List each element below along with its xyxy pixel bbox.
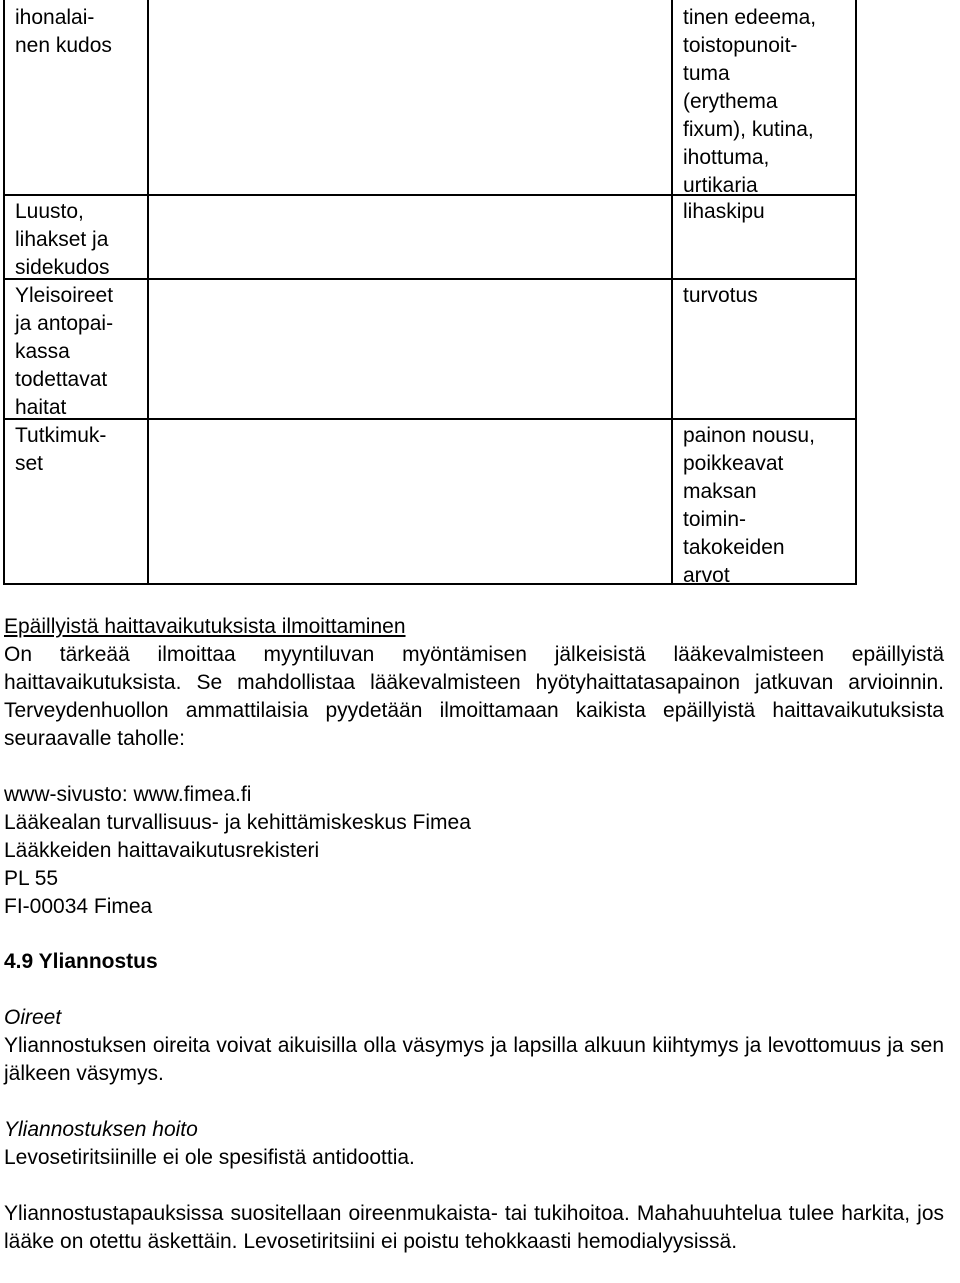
reporting-paragraph: On tärkeää ilmoittaa myyntiluvan myöntämisen jälkeisistä lääkevalmisteen epäillyistä haittavaikutuksista. Se mahdollistaa lääkevalmisteen hyötyhaittatasapainon jatkuvan arvioinnin. Terveydenhuollon ammattilaisia pyydetään ilmoittamaan kaikista epäillyistä haittavaikutuksista seuraavalle taholle: [4,643,944,750]
table-column-empty [147,0,671,585]
table-cell-effect: turvotus [683,284,758,307]
website-line: www-sivusto: www.fimea.fi [4,783,252,806]
table-cell-organ: Tutkimuk- set [15,424,107,475]
treatment-title: Yliannostuksen hoito [4,1118,198,1141]
document-body [4,613,944,1256]
table-cell-organ: Luusto, lihakset ja sidekudos [15,200,110,279]
table-cell-organ: ihonalai- nen kudos [15,6,112,57]
address-line: Lääkkeiden haittavaikutusrekisteri [4,839,320,862]
table-cell-effect: painon nousu, poikkeavat maksan toimin- takokeiden arvot [683,424,815,587]
symptoms-text: Yliannostuksen oireita voivat aikuisilla olla väsymys ja lapsilla alkuun kiihtymys ja levottomuus ja sen jälkeen väsymys. [4,1034,944,1085]
address-line: FI-00034 Fimea [4,895,153,918]
table-cell-effect: lihaskipu [683,200,765,223]
symptoms-title: Oireet [4,1006,62,1029]
adverse-effects-table [3,0,855,585]
table-cell-organ: Yleisoireet ja antopai- kassa todettavat haitat [15,284,114,419]
recommendation-text: Yliannostustapauksissa suositellaan oireenmukaista- tai tukihoitoa. Mahahuuhtelua tulee harkita, jos lääke on otettu äskettäin. Levosetiritsiini ei poistu tehokkaasti hemodialyysissä. [4,1202,944,1253]
table-cell-effect: tinen edeema, toistopunoit- tuma (erythema fixum), kutina, ihottuma, urtikaria [683,6,817,197]
address-line: Lääkealan turvallisuus- ja kehittämiskeskus Fimea [4,811,471,834]
reporting-heading: Epäillyistä haittavaikutuksista ilmoittaminen [4,615,406,638]
section-heading-overdose: 4.9 Yliannostus [4,950,158,973]
address-line: PL 55 [4,867,59,890]
treatment-text: Levosetiritsiinille ei ole spesifistä antidoottia. [4,1146,415,1169]
